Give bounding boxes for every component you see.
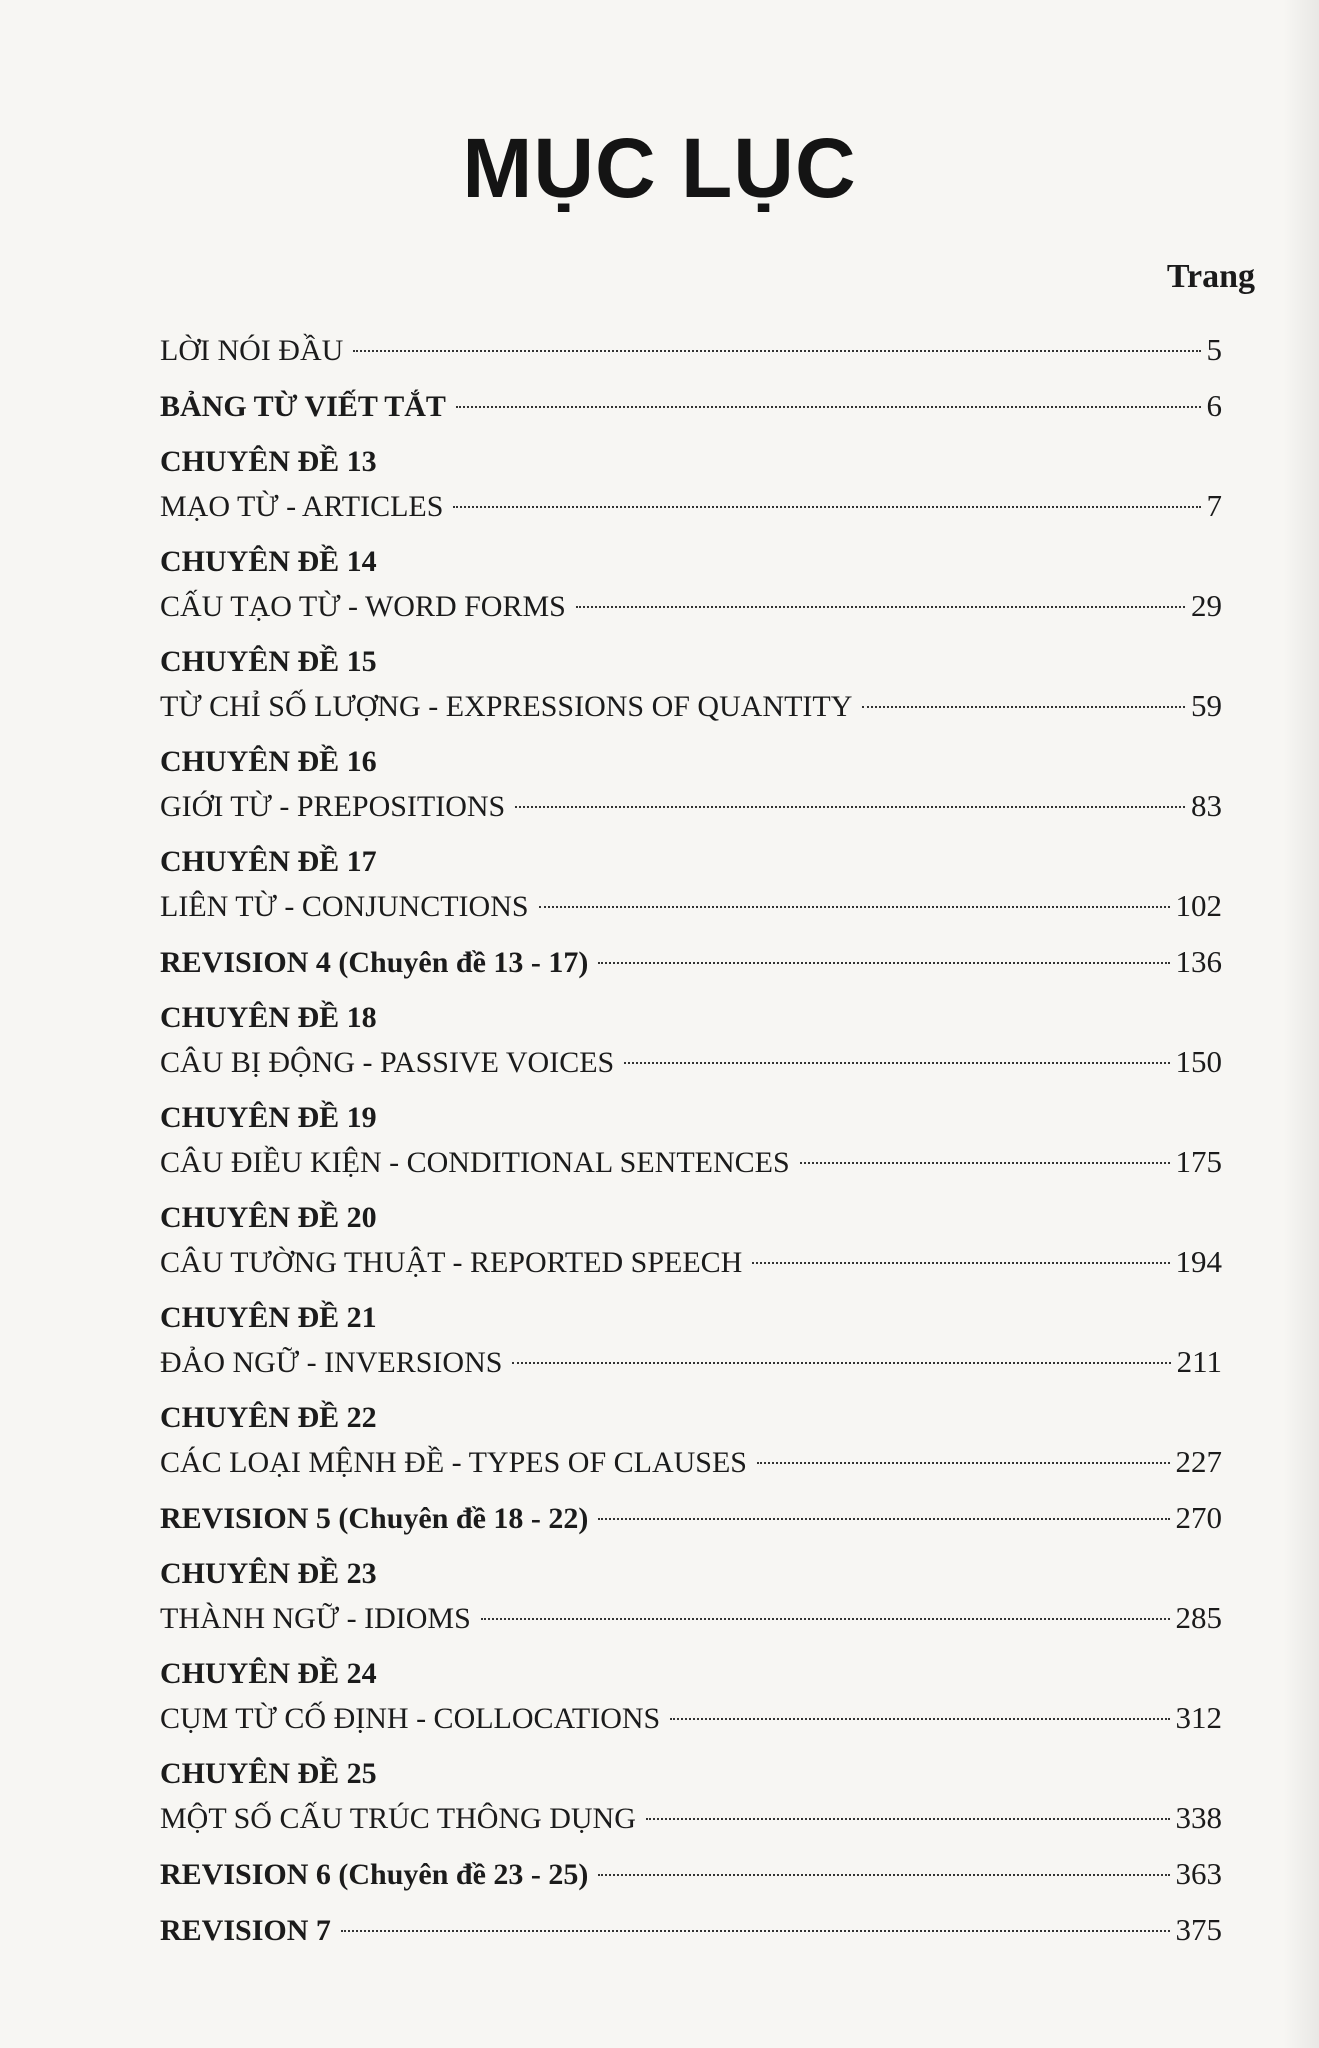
dot-leader bbox=[353, 350, 1200, 352]
dot-leader bbox=[598, 1518, 1169, 1520]
toc-entry-heading: CHUYÊN ĐỀ 14 bbox=[160, 545, 377, 578]
dot-leader bbox=[576, 606, 1185, 608]
dot-leader bbox=[752, 1262, 1169, 1264]
toc-entry-row bbox=[160, 784, 1222, 828]
toc-entry bbox=[160, 996, 1222, 1084]
toc-entry bbox=[160, 1296, 1222, 1384]
dot-leader bbox=[512, 1362, 1170, 1364]
toc-entry-page-number: 5 bbox=[1206, 332, 1222, 367]
toc-entry-page-number: 59 bbox=[1191, 688, 1222, 723]
toc-entry-label: CÂU ĐIỀU KIỆN - CONDITIONAL SENTENCES bbox=[160, 1146, 790, 1179]
toc-entry-label: REVISION 6 (Chuyên đề 23 - 25) bbox=[160, 1858, 589, 1891]
toc-entry-heading: CHUYÊN ĐỀ 22 bbox=[160, 1401, 377, 1434]
toc-entry-page-number: 363 bbox=[1175, 1856, 1222, 1891]
toc-entry-row bbox=[160, 1696, 1222, 1740]
toc-entry bbox=[160, 940, 1222, 984]
toc-entry-heading: CHUYÊN ĐỀ 16 bbox=[160, 745, 377, 778]
dot-leader bbox=[341, 1930, 1170, 1932]
toc-entry-label: GIỚI TỪ - PREPOSITIONS bbox=[160, 790, 506, 823]
toc-entry-heading: CHUYÊN ĐỀ 24 bbox=[160, 1657, 377, 1690]
toc-entry-row bbox=[160, 1796, 1222, 1840]
page-column-header: Trang bbox=[1166, 258, 1255, 295]
table-of-contents bbox=[160, 328, 1222, 1964]
toc-entry-row bbox=[160, 384, 1222, 428]
toc-entry-label: LIÊN TỪ - CONJUNCTIONS bbox=[160, 890, 529, 923]
toc-entry-page-number: 285 bbox=[1175, 1600, 1222, 1635]
toc-entry-row bbox=[160, 1040, 1222, 1084]
toc-entry bbox=[160, 1852, 1222, 1896]
dot-leader bbox=[670, 1718, 1169, 1720]
toc-entry bbox=[160, 640, 1222, 728]
dot-leader bbox=[453, 506, 1200, 508]
toc-entry-row bbox=[160, 584, 1222, 628]
toc-entry bbox=[160, 1652, 1222, 1740]
toc-entry bbox=[160, 1496, 1222, 1540]
toc-entry-heading: CHUYÊN ĐỀ 19 bbox=[160, 1101, 377, 1134]
toc-entry bbox=[160, 540, 1222, 628]
dot-leader bbox=[598, 962, 1169, 964]
toc-entry-row bbox=[160, 484, 1222, 528]
toc-entry-row bbox=[160, 1440, 1222, 1484]
toc-entry-label: CÁC LOẠI MỆNH ĐỀ - TYPES OF CLAUSES bbox=[160, 1446, 747, 1479]
toc-entry bbox=[160, 384, 1222, 428]
toc-entry-row bbox=[160, 1596, 1222, 1640]
toc-entry-heading: CHUYÊN ĐỀ 21 bbox=[160, 1301, 377, 1334]
toc-entry-row bbox=[160, 1496, 1222, 1540]
toc-entry-page-number: 175 bbox=[1175, 1144, 1222, 1179]
toc-entry-heading: CHUYÊN ĐỀ 18 bbox=[160, 1001, 377, 1034]
toc-entry-row bbox=[160, 684, 1222, 728]
toc-entry-heading: CHUYÊN ĐỀ 25 bbox=[160, 1757, 377, 1790]
toc-entry bbox=[160, 740, 1222, 828]
toc-entry-label: BẢNG TỪ VIẾT TẮT bbox=[160, 390, 446, 423]
toc-entry-row bbox=[160, 1908, 1222, 1952]
toc-entry bbox=[160, 1096, 1222, 1184]
toc-entry-label: REVISION 7 bbox=[160, 1914, 331, 1947]
dot-leader bbox=[481, 1618, 1170, 1620]
toc-entry-page-number: 194 bbox=[1175, 1244, 1222, 1279]
toc-entry-row bbox=[160, 940, 1222, 984]
toc-entry bbox=[160, 1552, 1222, 1640]
toc-entry-label: REVISION 4 (Chuyên đề 13 - 17) bbox=[160, 946, 589, 979]
toc-entry-label: MỘT SỐ CẤU TRÚC THÔNG DỤNG bbox=[160, 1802, 636, 1835]
toc-entry bbox=[160, 1396, 1222, 1484]
toc-entry-heading: CHUYÊN ĐỀ 17 bbox=[160, 845, 377, 878]
toc-entry-label: LỜI NÓI ĐẦU bbox=[160, 334, 344, 367]
toc-entry-label: ĐẢO NGỮ - INVERSIONS bbox=[160, 1346, 503, 1379]
page-title: MỤC LỤC bbox=[462, 121, 857, 215]
toc-entry-page-number: 375 bbox=[1175, 1912, 1222, 1947]
toc-entry-page-number: 7 bbox=[1206, 488, 1222, 523]
dot-leader bbox=[515, 806, 1185, 808]
toc-entry-label: CÂU TƯỜNG THUẬT - REPORTED SPEECH bbox=[160, 1246, 743, 1279]
dot-leader bbox=[800, 1162, 1170, 1164]
dot-leader bbox=[624, 1062, 1169, 1064]
toc-entry-page-number: 29 bbox=[1191, 588, 1222, 623]
dot-leader bbox=[598, 1874, 1169, 1876]
toc-entry-row bbox=[160, 328, 1222, 372]
toc-entry-row bbox=[160, 1240, 1222, 1284]
dot-leader bbox=[862, 706, 1185, 708]
toc-entry-heading: CHUYÊN ĐỀ 15 bbox=[160, 645, 377, 678]
toc-entry bbox=[160, 1908, 1222, 1952]
toc-entry bbox=[160, 328, 1222, 372]
toc-entry bbox=[160, 1196, 1222, 1284]
toc-entry-page-number: 211 bbox=[1176, 1344, 1222, 1379]
dot-leader bbox=[539, 906, 1170, 908]
toc-entry-label: REVISION 5 (Chuyên đề 18 - 22) bbox=[160, 1502, 589, 1535]
toc-entry-label: CỤM TỪ CỐ ĐỊNH - COLLOCATIONS bbox=[160, 1702, 661, 1735]
toc-entry-label: MẠO TỪ - ARTICLES bbox=[160, 490, 444, 523]
toc-entry-label: THÀNH NGỮ - IDIOMS bbox=[160, 1602, 471, 1635]
toc-entry-page-number: 227 bbox=[1175, 1444, 1222, 1479]
dot-leader bbox=[456, 406, 1201, 408]
toc-entry-row bbox=[160, 1140, 1222, 1184]
toc-entry-row bbox=[160, 1852, 1222, 1896]
toc-entry-page-number: 150 bbox=[1175, 1044, 1222, 1079]
toc-entry bbox=[160, 440, 1222, 528]
toc-entry-page-number: 270 bbox=[1175, 1500, 1222, 1535]
toc-entry bbox=[160, 840, 1222, 928]
toc-entry-label: TỪ CHỈ SỐ LƯỢNG - EXPRESSIONS OF QUANTITY bbox=[160, 690, 853, 723]
dot-leader bbox=[757, 1462, 1170, 1464]
toc-entry-heading: CHUYÊN ĐỀ 20 bbox=[160, 1201, 377, 1234]
toc-entry-row bbox=[160, 884, 1222, 928]
toc-entry-label: CÂU BỊ ĐỘNG - PASSIVE VOICES bbox=[160, 1046, 615, 1079]
toc-entry-page-number: 136 bbox=[1175, 944, 1222, 979]
toc-entry-page-number: 83 bbox=[1191, 788, 1222, 823]
page-edge-shadow bbox=[1283, 0, 1319, 2048]
toc-entry bbox=[160, 1752, 1222, 1840]
toc-entry-page-number: 6 bbox=[1206, 388, 1222, 423]
toc-entry-page-number: 338 bbox=[1175, 1800, 1222, 1835]
dot-leader bbox=[646, 1818, 1170, 1820]
toc-entry-page-number: 312 bbox=[1175, 1700, 1222, 1735]
toc-entry-row bbox=[160, 1340, 1222, 1384]
toc-entry-heading: CHUYÊN ĐỀ 23 bbox=[160, 1557, 377, 1590]
toc-entry-page-number: 102 bbox=[1175, 888, 1222, 923]
toc-entry-heading: CHUYÊN ĐỀ 13 bbox=[160, 445, 377, 478]
toc-entry-label: CẤU TẠO TỪ - WORD FORMS bbox=[160, 590, 566, 623]
